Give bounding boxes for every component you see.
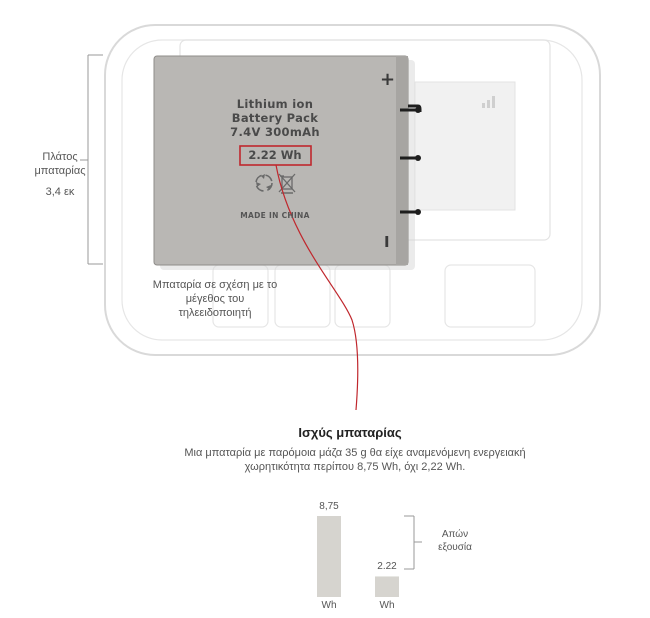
made-in-label: MADE IN CHINA	[240, 211, 310, 220]
battery-label-text	[205, 97, 345, 139]
pager-screen	[415, 82, 515, 210]
bar-category-label-2: Wh	[379, 600, 395, 611]
bar-value-label-1: 8,75	[319, 501, 339, 512]
battery-width-value: 3,4 εκ	[45, 186, 75, 198]
battery-chemistry: Lithium ion	[236, 97, 314, 111]
pager-button-3	[335, 265, 390, 327]
battery-energy-label: 2.22 Wh	[248, 148, 302, 162]
bar-value-label-2: 2.22	[377, 561, 397, 573]
pager-button-2	[275, 265, 330, 327]
pager-button-4	[445, 265, 535, 327]
battery-type: Battery Pack	[231, 111, 319, 125]
plus-terminal-sign: +	[380, 69, 396, 90]
minus-terminal-sign: I	[384, 233, 390, 251]
bar-category-label-1: Wh	[321, 600, 337, 611]
bar-1	[317, 516, 341, 597]
energy-bar-chart	[317, 516, 399, 597]
battery-rating: 7.4V 300mAh	[230, 125, 320, 139]
relative-size-caption: Μπαταρία σε σχέση με το μέγεθος του τηλεειδοποιητή	[152, 279, 278, 319]
battery-edge	[396, 56, 408, 265]
bar-2	[375, 576, 399, 597]
section-description: Μια μπαταρία με παρόμοια μάζα 35 g θα είχε αναμενόμενη ενεργειακή χωρητικότητα περίπου 8,75 Wh, όχι 2,22 Wh.	[184, 447, 526, 473]
battery-width-label: Πλάτος μπαταρίας	[34, 151, 86, 177]
bar-annotation: Απών εξουσία	[438, 529, 472, 553]
section-title: Ισχύς μπαταρίας	[298, 425, 402, 440]
